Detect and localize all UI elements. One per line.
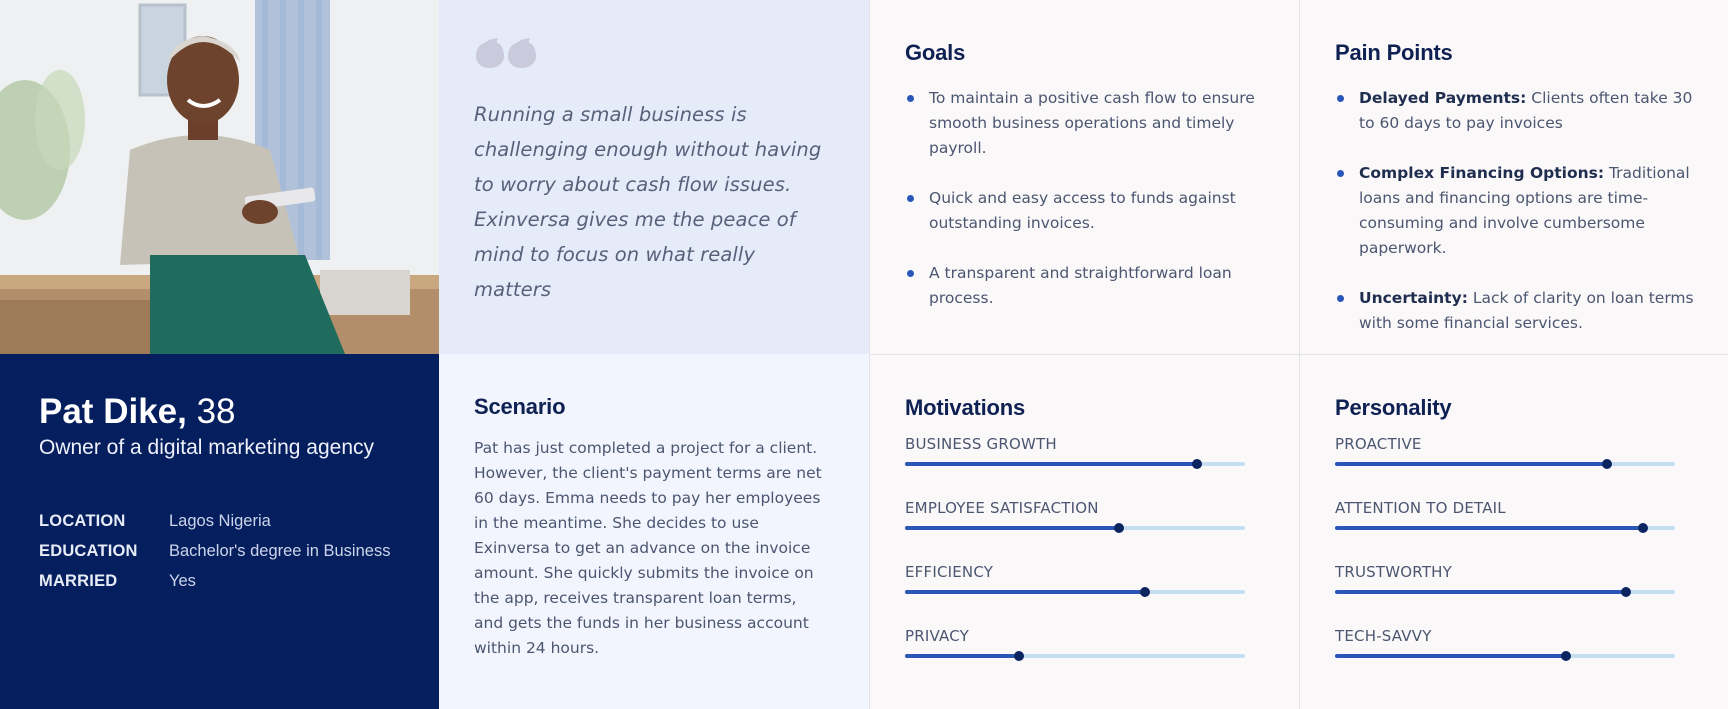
persona-photo — [0, 0, 439, 354]
testimonial-quote — [439, 0, 869, 354]
personality-knob — [1638, 523, 1648, 533]
personality-label: TRUSTWORTHY — [1335, 563, 1453, 581]
fact-value: Lagos Nigeria — [169, 512, 271, 530]
profile-name: Pat Dike, — [39, 392, 187, 431]
personality-row — [1335, 435, 1694, 499]
motivation-fill — [905, 590, 1145, 594]
fact-value: Bachelor's degree in Business — [169, 542, 391, 560]
personality-row — [1335, 627, 1694, 691]
motivations-title: Motivations — [905, 395, 1026, 420]
motivation-fill — [905, 526, 1119, 530]
goals-list — [905, 86, 1265, 311]
profile-age: 38 — [186, 392, 236, 431]
motivation-label: BUSINESS GROWTH — [905, 435, 1057, 453]
personality-section — [1299, 354, 1728, 709]
personality-track — [1335, 654, 1675, 658]
motivation-fill — [905, 654, 1019, 658]
personality-label: PROACTIVE — [1335, 435, 1422, 453]
motivation-row — [905, 499, 1265, 563]
personality-label: TECH-SAVVY — [1335, 627, 1432, 645]
profile-name-line — [39, 390, 409, 434]
motivation-row — [905, 627, 1265, 691]
fact-row-married — [39, 566, 409, 596]
personality-track — [1335, 462, 1675, 466]
personality-fill — [1335, 526, 1643, 530]
pain-points-title: Pain Points — [1335, 40, 1453, 65]
goal-item: To maintain a positive cash flow to ensure smooth business operations and timely payroll. — [905, 86, 1265, 161]
pain-point-item — [1335, 161, 1694, 261]
motivation-label: PRIVACY — [905, 627, 969, 645]
fact-key: MARRIED — [39, 572, 118, 590]
personality-track — [1335, 526, 1675, 530]
scenario-text: Pat has just completed a project for a client. However, the client's payment terms are net 60 days. Emma needs to pay her employees in the meantime. She decides to use Exinversa to get an advance on the invoice amount. She quickly submits the invoice on the app, receives transparent loan terms, and gets the funds in her business account within 24 hours. — [474, 439, 822, 657]
pain-point-item — [1335, 286, 1694, 336]
motivation-row — [905, 563, 1265, 627]
persona-photo-illustration — [0, 0, 439, 354]
personality-row — [1335, 563, 1694, 627]
personality-track — [1335, 590, 1675, 594]
pain-point-label: Uncertainty: — [1359, 289, 1468, 307]
scenario-title: Scenario — [474, 394, 566, 419]
motivation-track — [905, 462, 1245, 466]
personality-label: ATTENTION TO DETAIL — [1335, 499, 1506, 517]
fact-row-education — [39, 536, 409, 566]
profile-role: Owner of a digital marketing agency — [39, 436, 375, 459]
profile-facts — [39, 506, 409, 596]
fact-row-location — [39, 506, 409, 536]
pain-point-text: Clients often take 30 to 60 days to pay invoices — [1359, 89, 1693, 132]
personality-knob — [1621, 587, 1631, 597]
personality-fill — [1335, 590, 1626, 594]
pain-point-text: Traditional loans and financing options are time-consuming and involve cumbersome paperwork. — [1359, 164, 1690, 257]
quote-marks-icon — [476, 36, 540, 70]
fact-key: EDUCATION — [39, 542, 138, 560]
motivations-section — [869, 354, 1299, 709]
personality-title: Personality — [1335, 395, 1452, 420]
motivation-track — [905, 526, 1245, 530]
motivation-knob — [1140, 587, 1150, 597]
pain-point-text: Lack of clarity on loan terms with some financial services. — [1359, 289, 1694, 332]
pain-points-section — [1299, 0, 1728, 354]
motivation-knob — [1014, 651, 1024, 661]
personality-sliders — [1335, 435, 1694, 691]
motivation-label: EFFICIENCY — [905, 563, 994, 581]
motivation-row — [905, 435, 1265, 499]
goals-title: Goals — [905, 40, 966, 65]
pain-point-label: Complex Financing Options: — [1359, 164, 1605, 182]
fact-key: LOCATION — [39, 512, 126, 530]
personality-fill — [1335, 462, 1607, 466]
motivations-sliders — [905, 435, 1265, 691]
motivation-knob — [1192, 459, 1202, 469]
pain-points-list — [1335, 86, 1694, 336]
goals-section — [869, 0, 1299, 354]
profile-card — [0, 354, 439, 709]
goal-item: A transparent and straightforward loan process. — [905, 261, 1265, 311]
personality-row — [1335, 499, 1694, 563]
fact-value: Yes — [169, 572, 196, 590]
motivation-fill — [905, 462, 1197, 466]
motivation-label: EMPLOYEE SATISFACTION — [905, 499, 1099, 517]
personality-knob — [1561, 651, 1571, 661]
goal-item: Quick and easy access to funds against outstanding invoices. — [905, 186, 1265, 236]
motivation-knob — [1114, 523, 1124, 533]
personality-knob — [1602, 459, 1612, 469]
personality-fill — [1335, 654, 1566, 658]
motivation-track — [905, 590, 1245, 594]
motivation-track — [905, 654, 1245, 658]
pain-point-item — [1335, 86, 1694, 136]
quote-text: Running a small business is challenging enough without having to worry about cash flow issues. Exinversa gives me the peace of mind to focus on what really matters — [474, 103, 822, 301]
scenario-section — [439, 354, 869, 709]
pain-point-label: Delayed Payments: — [1359, 89, 1527, 107]
